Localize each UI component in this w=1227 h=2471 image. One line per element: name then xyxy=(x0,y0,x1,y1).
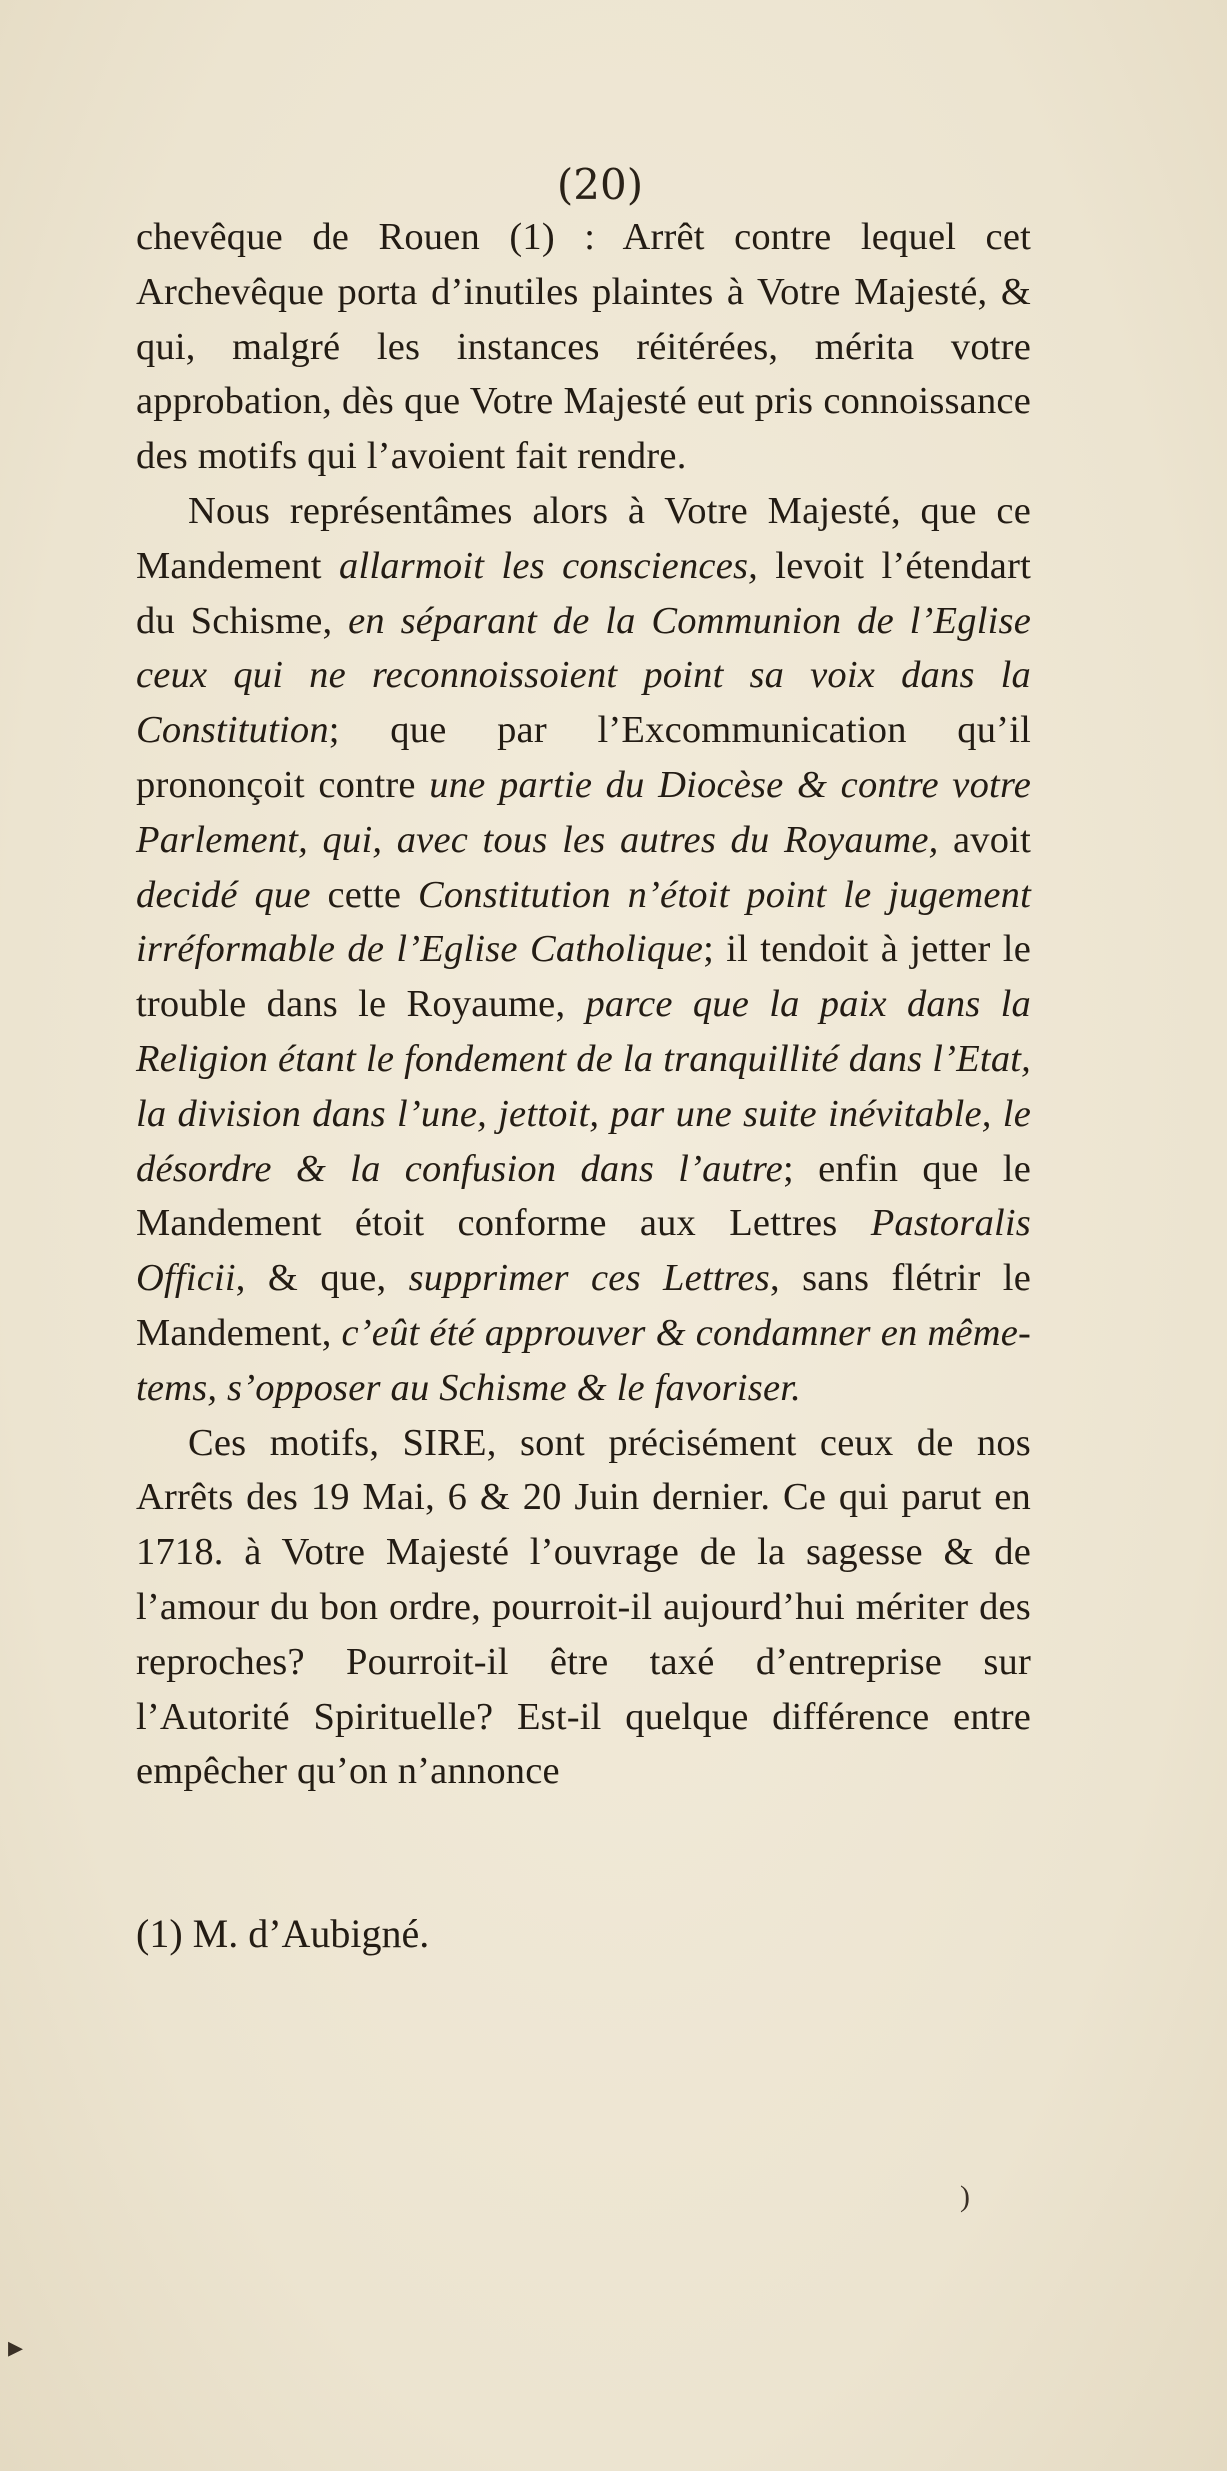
text-segment: cette xyxy=(310,873,418,916)
text-segment: , & que, xyxy=(235,1257,409,1300)
text-segment: ; que par l’Excommunication qu’il prononçoit contre xyxy=(136,709,1031,806)
paper-mark: ) xyxy=(960,2180,970,2213)
italic-text-segment: decidé que xyxy=(136,873,311,916)
paragraph-2 xyxy=(136,484,1031,1416)
text-segment: , sans flétrir le Mandement, xyxy=(136,1257,1031,1354)
italic-text-segment: en séparant de la Communion de l’Eglise ceux qui ne reconnoissoient point sa voix dans la Constitution xyxy=(136,599,1031,752)
text-segment: Nous représentâmes alors à Votre Majesté, que ce Mandement xyxy=(136,489,1031,587)
italic-text-segment: parce que la paix dans la Religion étant le fondement de la tranquillité dans l’Etat, la division dans l’une, jettoit, par une suite inévitable, le désordre & la confusion dans l’autre xyxy=(136,983,1031,1190)
text-segment: avoit xyxy=(938,818,1031,861)
text-segment: Ces motifs, SIRE, sont précisément ceux de nos Arrêts des 19 Mai, 6 & 20 Juin dernier. Ce qui parut en 1718. à Votre Majesté l’ouvrage de la sagesse & de l’amour du bon ordre, pourroit-il aujourd’hui mériter des reproches? Pourroit-il être taxé d’entreprise sur l’Autorité Spirituelle? Est-il quelque différence entre empêcher qu’on n’annonce xyxy=(136,1421,1031,1793)
italic-text-segment: supprimer ces Lettres xyxy=(408,1257,770,1300)
italic-text-segment: Constitution n’étoit point le jugement irréformable de l’Eglise Catholique xyxy=(136,873,1031,971)
paragraph-3 xyxy=(136,1416,1031,1800)
italic-text-segment: Pastoralis Officii xyxy=(136,1202,1031,1300)
text-segment: levoit l’étendart du Schisme, xyxy=(136,544,1031,642)
body-text xyxy=(136,210,1031,1799)
footnote: (1) M. d’Aubigné. xyxy=(136,1911,430,1956)
text-segment: ; enfin que le Mandement étoit conforme aux Lettres xyxy=(136,1147,1031,1245)
italic-text-segment: c’eût été approuver & condamner en même-tems, s’opposer au Schisme & le favoriser. xyxy=(136,1311,1032,1409)
paper-mark: ▸ xyxy=(8,2331,24,2364)
italic-text-segment: allarmoit les consciences, xyxy=(339,544,758,587)
text-segment: ; il tendoit à jetter le trouble dans le Royaume, xyxy=(136,928,1031,1026)
text-segment: chevêque de Rouen (1) : Arrêt contre lequel cet Archevêque porta d’inutiles plaintes à Votre Majesté, & qui, malgré les instances réitérées, mérita votre approbation, dès que Votre Majesté eut pris connoissance des motifs qui l’avoient fait rendre. xyxy=(136,216,1031,478)
page-number: (20) xyxy=(556,160,644,209)
paragraph-1 xyxy=(136,210,1031,484)
italic-text-segment: une partie du Diocèse & contre votre Parlement, qui, avec tous les autres du Royaume, xyxy=(136,763,1031,861)
